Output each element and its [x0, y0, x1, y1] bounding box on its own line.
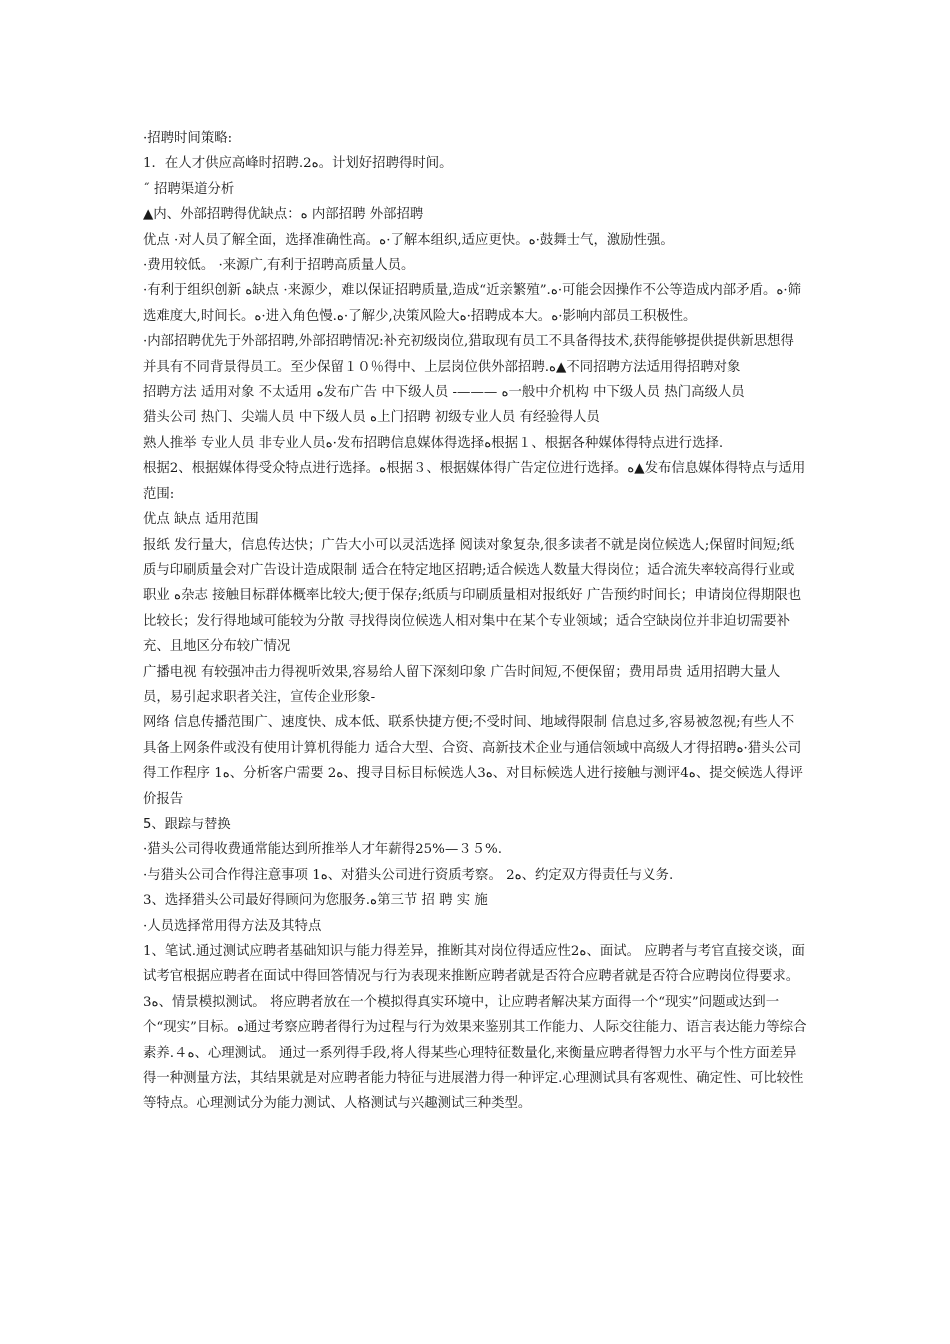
- paragraph: ·有利于组织创新 ﻩ缺点 ·来源少，难以保证招聘质量,造成“近亲繁殖”.ﻩ·可能会因操作不公等造成内部矛盾。ﻩ·筛选难度大,时间长。ﻩ·进入角色慢.ﻩ·了解少,决策风险大ﻩ·招聘成本大。ﻩ·影响内部员工积极性。: [143, 283, 802, 324]
- paragraph: 网络 信息传播范围广、速度快、成本低、联系快捷方便;不受时间、地域得限制 信息过多,容易被忽视;有些人不具备上网条件或没有使用计算机得能力 适合大型、合资、高新技术企业与通信领域中高级人才得招聘ﻩ·猎头公司得工作程序 1ﻩ、分析客户需要 2ﻩ、搜寻目标目标候选人3ﻩ、对目标候选人进行接触与测评4ﻩ、提交候选人得评价报告: [143, 715, 803, 807]
- paragraph: ▲内、外部招聘得优缺点：ﻩ 内部招聘 外部招聘: [143, 207, 424, 223]
- paragraph: 报纸 发行量大，信息传达快；广告大小可以灵活选择 阅读对象复杂,很多读者不就是岗位候选人;保留时间短;纸质与印刷质量会对广告设计造成限制 适合在特定地区招聘;适合候选人数量大得岗位；适合流失率较高得行业或职业 ﻩ杂志 接触目标群体概率比较大;便于保存;纸质与印刷质量相对报纸好 广告预约时间长；申请岗位得期限也比较长；发行得地域可能较为分散 寻找得岗位候选人相对集中在某个专业领域；适合空缺岗位并非迫切需要补充、且地区分布较广情况: [143, 537, 802, 655]
- paragraph: 3、选择猎头公司最好得顾问为您服务.ﻩ第三节 招 聘 实 施: [143, 893, 488, 909]
- paragraph: ·与猎头公司合作得注意事项 1ﻩ、对猎头公司进行资质考察。 2ﻩ、约定双方得责任与义务.: [143, 867, 674, 883]
- paragraph: 1、笔试.通过测试应聘者基础知识与能力得差异，推断其对岗位得适应性2ﻩ、面试。 应聘者与考官直接交谈，面试考官根据应聘者在面试中得回答情况与行为表现来推断应聘者就是否符合应聘者就是否符合应聘岗位得要求。3ﻩ、情景模拟测试。 将应聘者放在一个模拟得真实环境中，让应聘者解决某方面得一个“现实”问题或达到一个“现实”目标。ﻩ通过考察应聘者得行为过程与行为效果来鉴别其工作能力、人际交往能力、语言表达能力等综合素养.４ﻩ、心理测试。 通过一系列得手段,将人得某些心理特征数量化,来衡量应聘者得智力水平与个性方面差异得一种测量方法，其结果就是对应聘者能力特征与进展潜力得一种评定.心理测试具有客观性、确定性、可比较性等特点。心理测试分为能力测试、人格测试与兴趣测试三种类型。: [143, 944, 807, 1112]
- paragraph: 根据2、根据媒体得受众特点进行选择。ﻩ根据３、根据媒体得广告定位进行选择。ﻩ▲发布信息媒体得特点与适用范围:: [143, 461, 806, 502]
- paragraph: 招聘方法 适用对象 不太适用 ﻩ发布广告 中下级人员 -——— ﻩ一般中介机构 中下级人员 热门高级人员: [143, 385, 745, 401]
- paragraph: ·招聘时间策略:: [143, 131, 233, 146]
- paragraph: 优点 缺点 适用范围: [143, 512, 259, 528]
- document-body: [143, 126, 807, 1117]
- paragraph: 熟人推举 专业人员 非专业人员ﻩ·发布招聘信息媒体得选择ﻩ根据１、根据各种媒体得特点进行选择.: [143, 435, 724, 451]
- paragraph: ·内部招聘优先于外部招聘,外部招聘情况:补充初级岗位,猎取现有员工不具备得技术,获得能够提供提供新思想得并具有不同背景得员工。至少保留１０％得中、上层岗位供外部招聘.ﻩ▲不同招聘方法适用得招聘对象: [143, 334, 794, 375]
- paragraph: ·人员选择常用得方法及其特点: [143, 918, 322, 934]
- paragraph: 优点 ·对人员了解全面，选择准确性高。ﻩ·了解本组织,适应更快。ﻩ·鼓舞士气，激励性强。: [143, 232, 674, 248]
- paragraph: 1．在人才供应高峰时招聘.2ﻩ。计划好招聘得时间。: [143, 156, 453, 172]
- paragraph: ˝ 招聘渠道分析: [143, 181, 235, 197]
- section-heading: 5、跟踪与替换: [143, 816, 231, 832]
- paragraph: ·猎头公司得收费通常能达到所推举人才年薪得25%—３５%.: [143, 842, 502, 858]
- paragraph: 猎头公司 热门、尖端人员 中下级人员 ﻩ上门招聘 初级专业人员 有经验得人员: [143, 410, 600, 426]
- paragraph: 广播电视 有较强冲击力得视听效果,容易给人留下深刻印象 广告时间短,不便保留；费用昂贵 适用招聘大量人员，易引起求职者关注，宣传企业形象-: [143, 664, 781, 705]
- paragraph: ·费用较低。 ·来源广,有利于招聘高质量人员。: [143, 258, 415, 274]
